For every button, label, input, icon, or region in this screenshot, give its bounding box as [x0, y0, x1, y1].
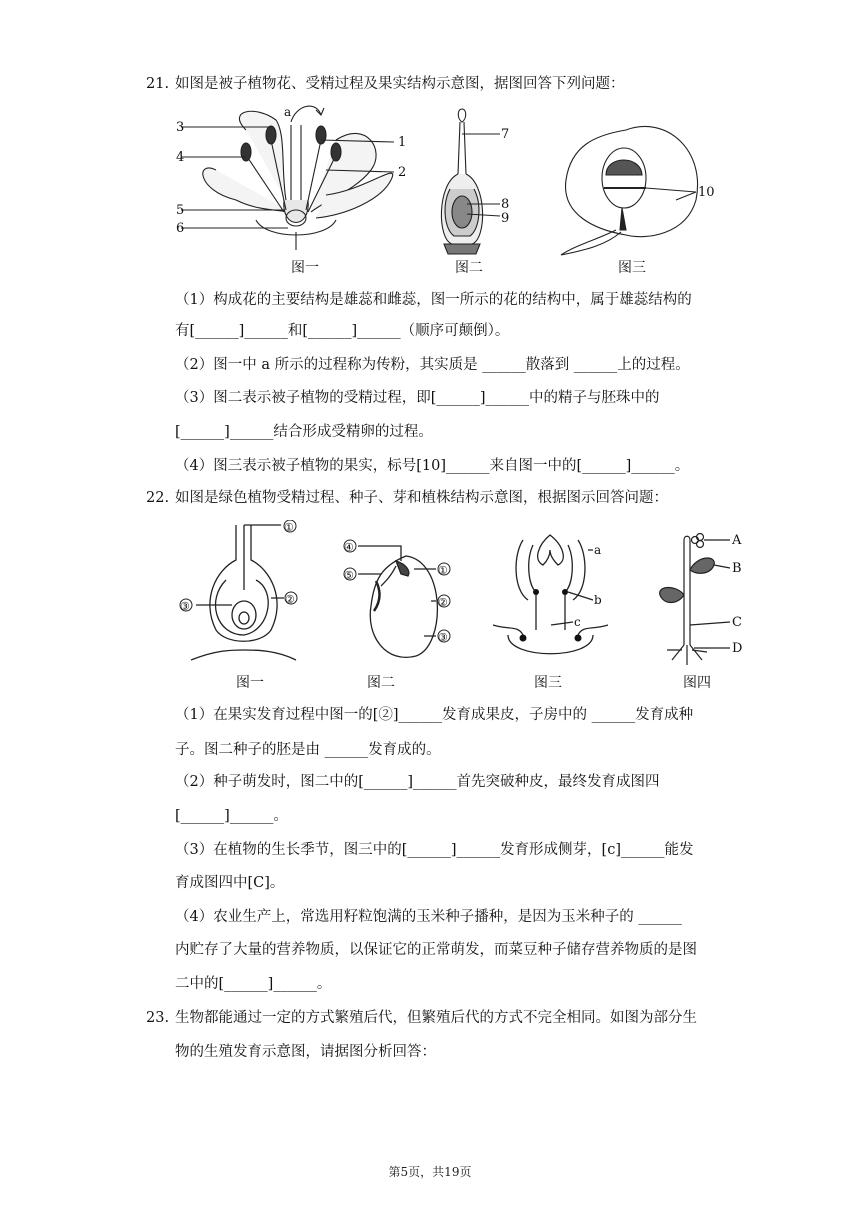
caption-fig1: 图一 — [291, 260, 319, 276]
figure-bud-structure — [488, 530, 618, 670]
fig4-label-C: C — [732, 615, 742, 630]
q22-sub1-line1: （1）在果实发育过程中图一的[②]______发育成果皮，子房中的 ______发育成种 — [175, 707, 694, 723]
fig-label-1: 1 — [398, 135, 407, 150]
question-21-stem: 如图是被子植物花、受精过程及果实结构示意图，据图回答下列问题： — [175, 76, 625, 92]
fig2-label-5: ⑤ — [344, 569, 354, 582]
page-footer: 第5页，共19页 — [388, 1165, 472, 1179]
q21-sub1-line1: （1）构成花的主要结构是雄蕊和雌蕊，图一所示的花的结构中，属于雄蕊结构的 — [175, 292, 692, 308]
figure-pistil-ovary — [176, 520, 306, 670]
question-number-22: 22. — [146, 490, 170, 506]
fig-label-6: 6 — [176, 221, 185, 236]
fig-label-2: 2 — [398, 165, 407, 180]
q22-sub3-line1: （3）在植物的生长季节，图三中的[______]______发育形成侧芽，[c]______能发 — [175, 842, 694, 858]
q22-sub3-line2: 育成图四中[C]。 — [175, 875, 285, 891]
q22-sub4-line1: （4）农业生产上，常选用籽粒饱满的玉米种子播种，是因为玉米种子的 ______ — [175, 909, 682, 925]
caption-q22-fig3: 图三 — [534, 675, 562, 691]
fig-label-3: 3 — [176, 120, 185, 135]
fig-label-5: 5 — [176, 203, 185, 218]
fig1-label-1: ① — [284, 521, 294, 534]
fig2-label-3: ③ — [438, 631, 448, 644]
q21-sub1-line2: 有[______]______和[______]______（顺序可颠倒）。 — [175, 323, 510, 339]
question-23-stem-line2: 物的生殖发育示意图，请据图分析回答： — [175, 1044, 436, 1060]
fig-label-10: 10 — [698, 185, 715, 200]
fig3-label-c: c — [574, 615, 581, 629]
q22-sub4-line2: 内贮存了大量的营养物质，以保证它的正常萌发，而菜豆种子储存营养物质的是图 — [175, 942, 697, 958]
q22-sub2-line2: [______]______。 — [175, 808, 288, 824]
figure-flower-structure — [176, 100, 416, 258]
fig3-label-b: b — [594, 593, 602, 607]
fig1-label-3: ③ — [180, 600, 190, 613]
figure-ovule-fertilization — [432, 104, 512, 256]
q22-sub4-line3: 二中的[______]______。 — [175, 976, 332, 992]
q22-sub2-line1: （2）种子萌发时，图二中的[______]______首先突破种皮，最终发育成图四 — [175, 774, 660, 790]
figure-bean-seed — [336, 536, 466, 666]
q22-sub1-line2: 子。图二种子的胚是由 ______发育成的。 — [175, 742, 441, 758]
question-number-23: 23. — [146, 1010, 170, 1026]
fig2-label-4: ④ — [344, 541, 354, 554]
fig-label-4: 4 — [176, 150, 185, 165]
fig2-label-1: ① — [438, 564, 448, 577]
q21-sub3-line1: （3）图二表示被子植物的受精过程，即[______]______中的精子与胚珠中的 — [175, 390, 660, 406]
caption-q22-fig4: 图四 — [683, 675, 711, 691]
caption-q22-fig1: 图一 — [236, 675, 264, 691]
figure-whole-plant — [652, 530, 752, 670]
fig-label-7: 7 — [501, 127, 510, 142]
question-22-stem: 如图是绿色植物受精过程、种子、芽和植株结构示意图，根据图示回答问题： — [175, 490, 668, 506]
fig-label-8: 8 — [501, 197, 510, 212]
fig2-label-2: ② — [438, 596, 448, 609]
question-number-21: 21. — [146, 76, 170, 92]
figure-fruit-structure — [556, 120, 721, 260]
fig-label-9: 9 — [501, 211, 510, 226]
q21-sub4: （4）图三表示被子植物的果实，标号[10]______来自图一中的[______]______。 — [175, 458, 690, 474]
fig4-label-A: A — [732, 533, 742, 548]
caption-q22-fig2: 图二 — [367, 675, 395, 691]
q21-sub2: （2）图一中 a 所示的过程称为传粉，其实质是 ______散落到 ______上的过程。 — [175, 357, 690, 373]
question-23-stem-line1: 生物都能通过一定的方式繁殖后代，但繁殖后代的方式不完全相同。如图为部分生 — [175, 1010, 697, 1026]
caption-fig3: 图三 — [618, 260, 646, 276]
fig-label-a: a — [284, 105, 292, 119]
fig4-label-B: B — [732, 561, 742, 576]
q21-sub3-line2: [______]______结合形成受精卵的过程。 — [175, 424, 433, 440]
fig3-label-a: a — [594, 543, 602, 557]
fig1-label-2: ② — [285, 593, 295, 606]
caption-fig2: 图二 — [455, 260, 483, 276]
fig4-label-D: D — [732, 641, 743, 656]
